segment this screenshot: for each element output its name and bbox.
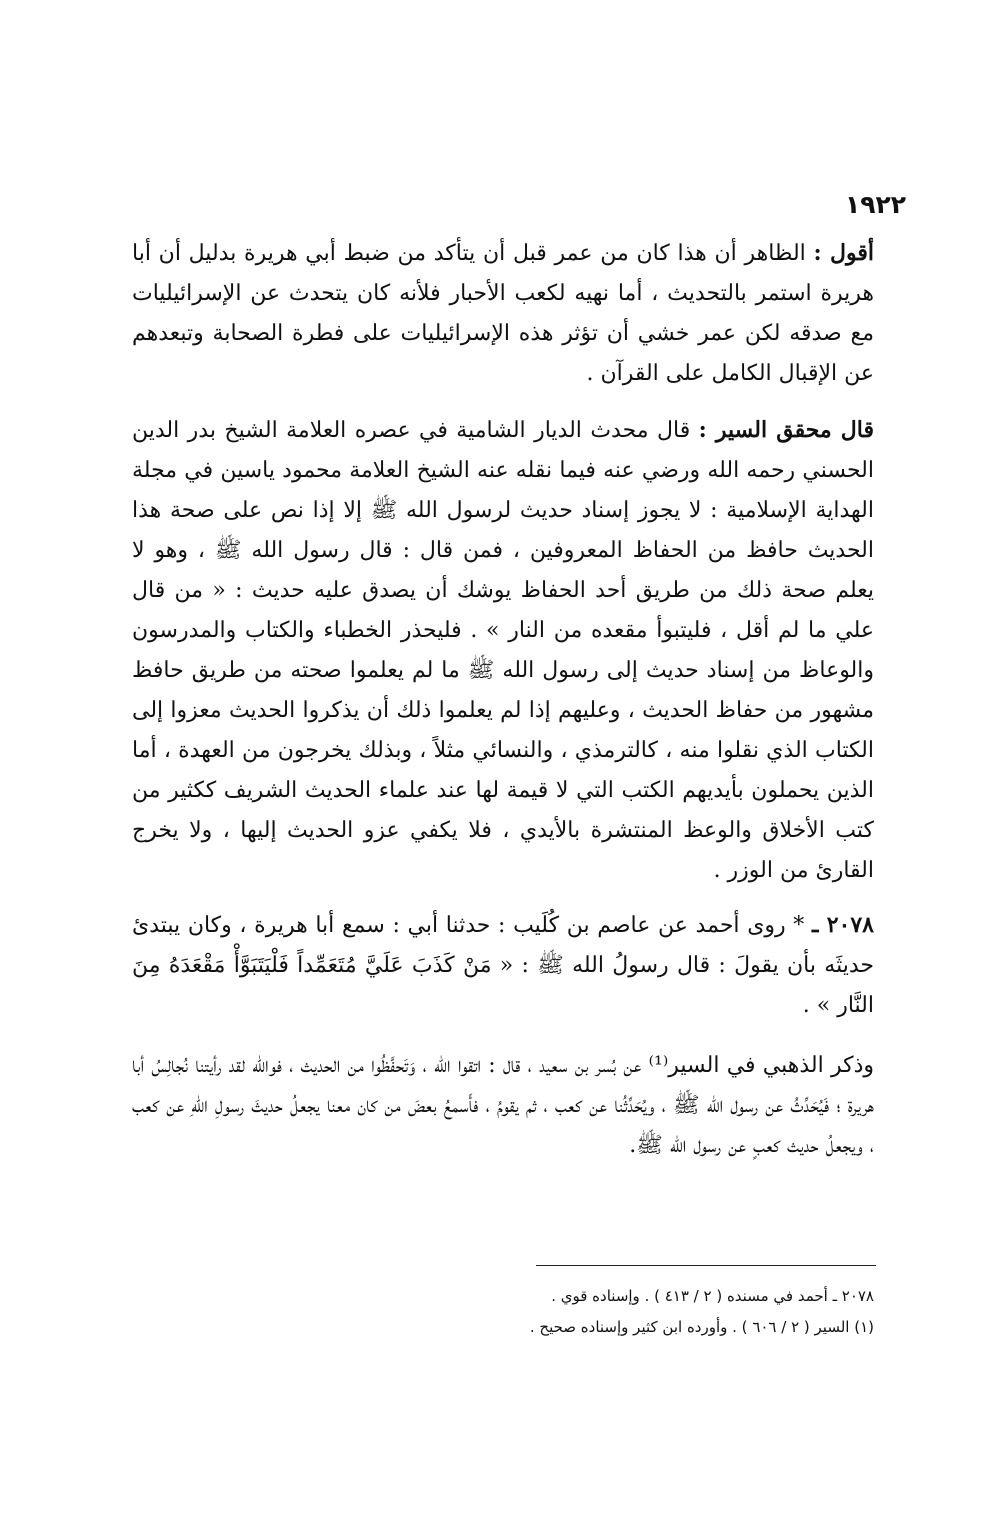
paragraph-aqulu xyxy=(132,233,874,394)
footnote-divider xyxy=(536,1265,876,1266)
hadith-number: ٢٠٧٨ ـ xyxy=(811,912,874,938)
paragraph-hadith-2078 xyxy=(132,905,874,1026)
paragraph-text: وذكر الذهبي في السير⁽¹⁾ عن بُسر بن سعيد ، قال : اتقوا الله ، وَتَحفَّظُوا من الحديث ، فوالله لقد رأيتنا نُجالِسُ أبا هريرة ؛ فَيُحَدِّثُ عن رسول الله ﷺ ، ويُحَدِّثُنا عن كعب ، ثم يقومُ ، فأَسمعُ بعضَ من كان معنا يجعلُ حديثَ رسولِ اللهِ عن كعب ، ويجعلُ حديث كعبٍ عن رسول الله ﷺ. xyxy=(132,1053,874,1158)
footnotes xyxy=(300,1281,874,1343)
footnote-item: (١) السير ( ٢ / ٦٠٦ ) . وأورده ابن كثير وإسناده صحيح . xyxy=(529,1318,874,1336)
paragraph-text: * روى أحمد عن عاصم بن كُلَيب : حدثنا أبي : سمع أبا هريرة ، وكان يبتدئ حديثَه بأن يقولَ : قال رسولُ الله ﷺ : « مَنْ كَذَبَ عَلَيَّ مُتَعَمِّداً فَلْيَتَبَوَّأْ مَقْعَدَهُ مِنَ النَّار » . xyxy=(132,913,874,1018)
paragraph-lead: قال محقق السير : xyxy=(698,417,874,443)
paragraph-text: الظاهر أن هذا كان من عمر قبل أن يتأكد من ضبط أبي هريرة بدليل أن أبا هريرة استمر بالتحديث ، أما نهيه لكعب الأحبار فلأنه كان يتحدث عن الإسرائيليات مع صدقه لكن عمر خشي أن تؤثر هذه الإسرائيليات على فطرة الصحابة وتبعدهم عن الإقبال الكامل على القرآن . xyxy=(132,241,874,386)
footnote-item: ٢٠٧٨ ـ أحمد في مسنده ( ٢ / ٤١٣ ) . وإسناده قوي . xyxy=(551,1287,874,1305)
main-text xyxy=(132,233,874,1166)
paragraph-muhaqqiq xyxy=(132,410,874,891)
page-number: ١٩٢٢ xyxy=(844,190,906,219)
paragraph-lead: أقول : xyxy=(813,240,874,266)
paragraph-dhahabi xyxy=(132,1046,874,1166)
paragraph-text: قال محدث الديار الشامية في عصره العلامة الشيخ بدر الدين الحسني رحمه الله ورضي عنه فيما نقله عنه الشيخ العلامة محمود ياسين في مجلة الهداية الإسلامية : لا يجوز إسناد حديث لرسول الله ﷺ إلا إذا نص على صحة هذا الحديث حافظ من الحفاظ المعروفين ، فمن قال : قال رسول الله ﷺ ، وهو لا يعلم صحة ذلك من طريق أحد الحفاظ يوشك أن يصدق عليه حديث : « من قال علي ما لم أقل ، فليتبوأ مقعده من النار » . فليحذر الخطباء والكتاب والمدرسون والوعاظ من إسناد حديث إلى رسول الله ﷺ ما لم يعلموا صحته من طريق حافظ مشهور من حفاظ الحديث ، وعليهم إذا لم يعلموا ذلك أن يذكروا الحديث معزوا إلى الكتاب الذي نقلوا منه ، كالترمذي ، والنسائي مثلاً ، وبذلك يخرجون من العهدة ، أما الذين يحملون بأيديهم الكتب التي لا قيمة لها عند علماء الحديث الشريف ككثير من كتب الأخلاق والوعظ المنتشرة بالأيدي ، فلا يكفي عزو الحديث إليها ، ولا يخرج القارئ من الوزر . xyxy=(132,418,874,883)
